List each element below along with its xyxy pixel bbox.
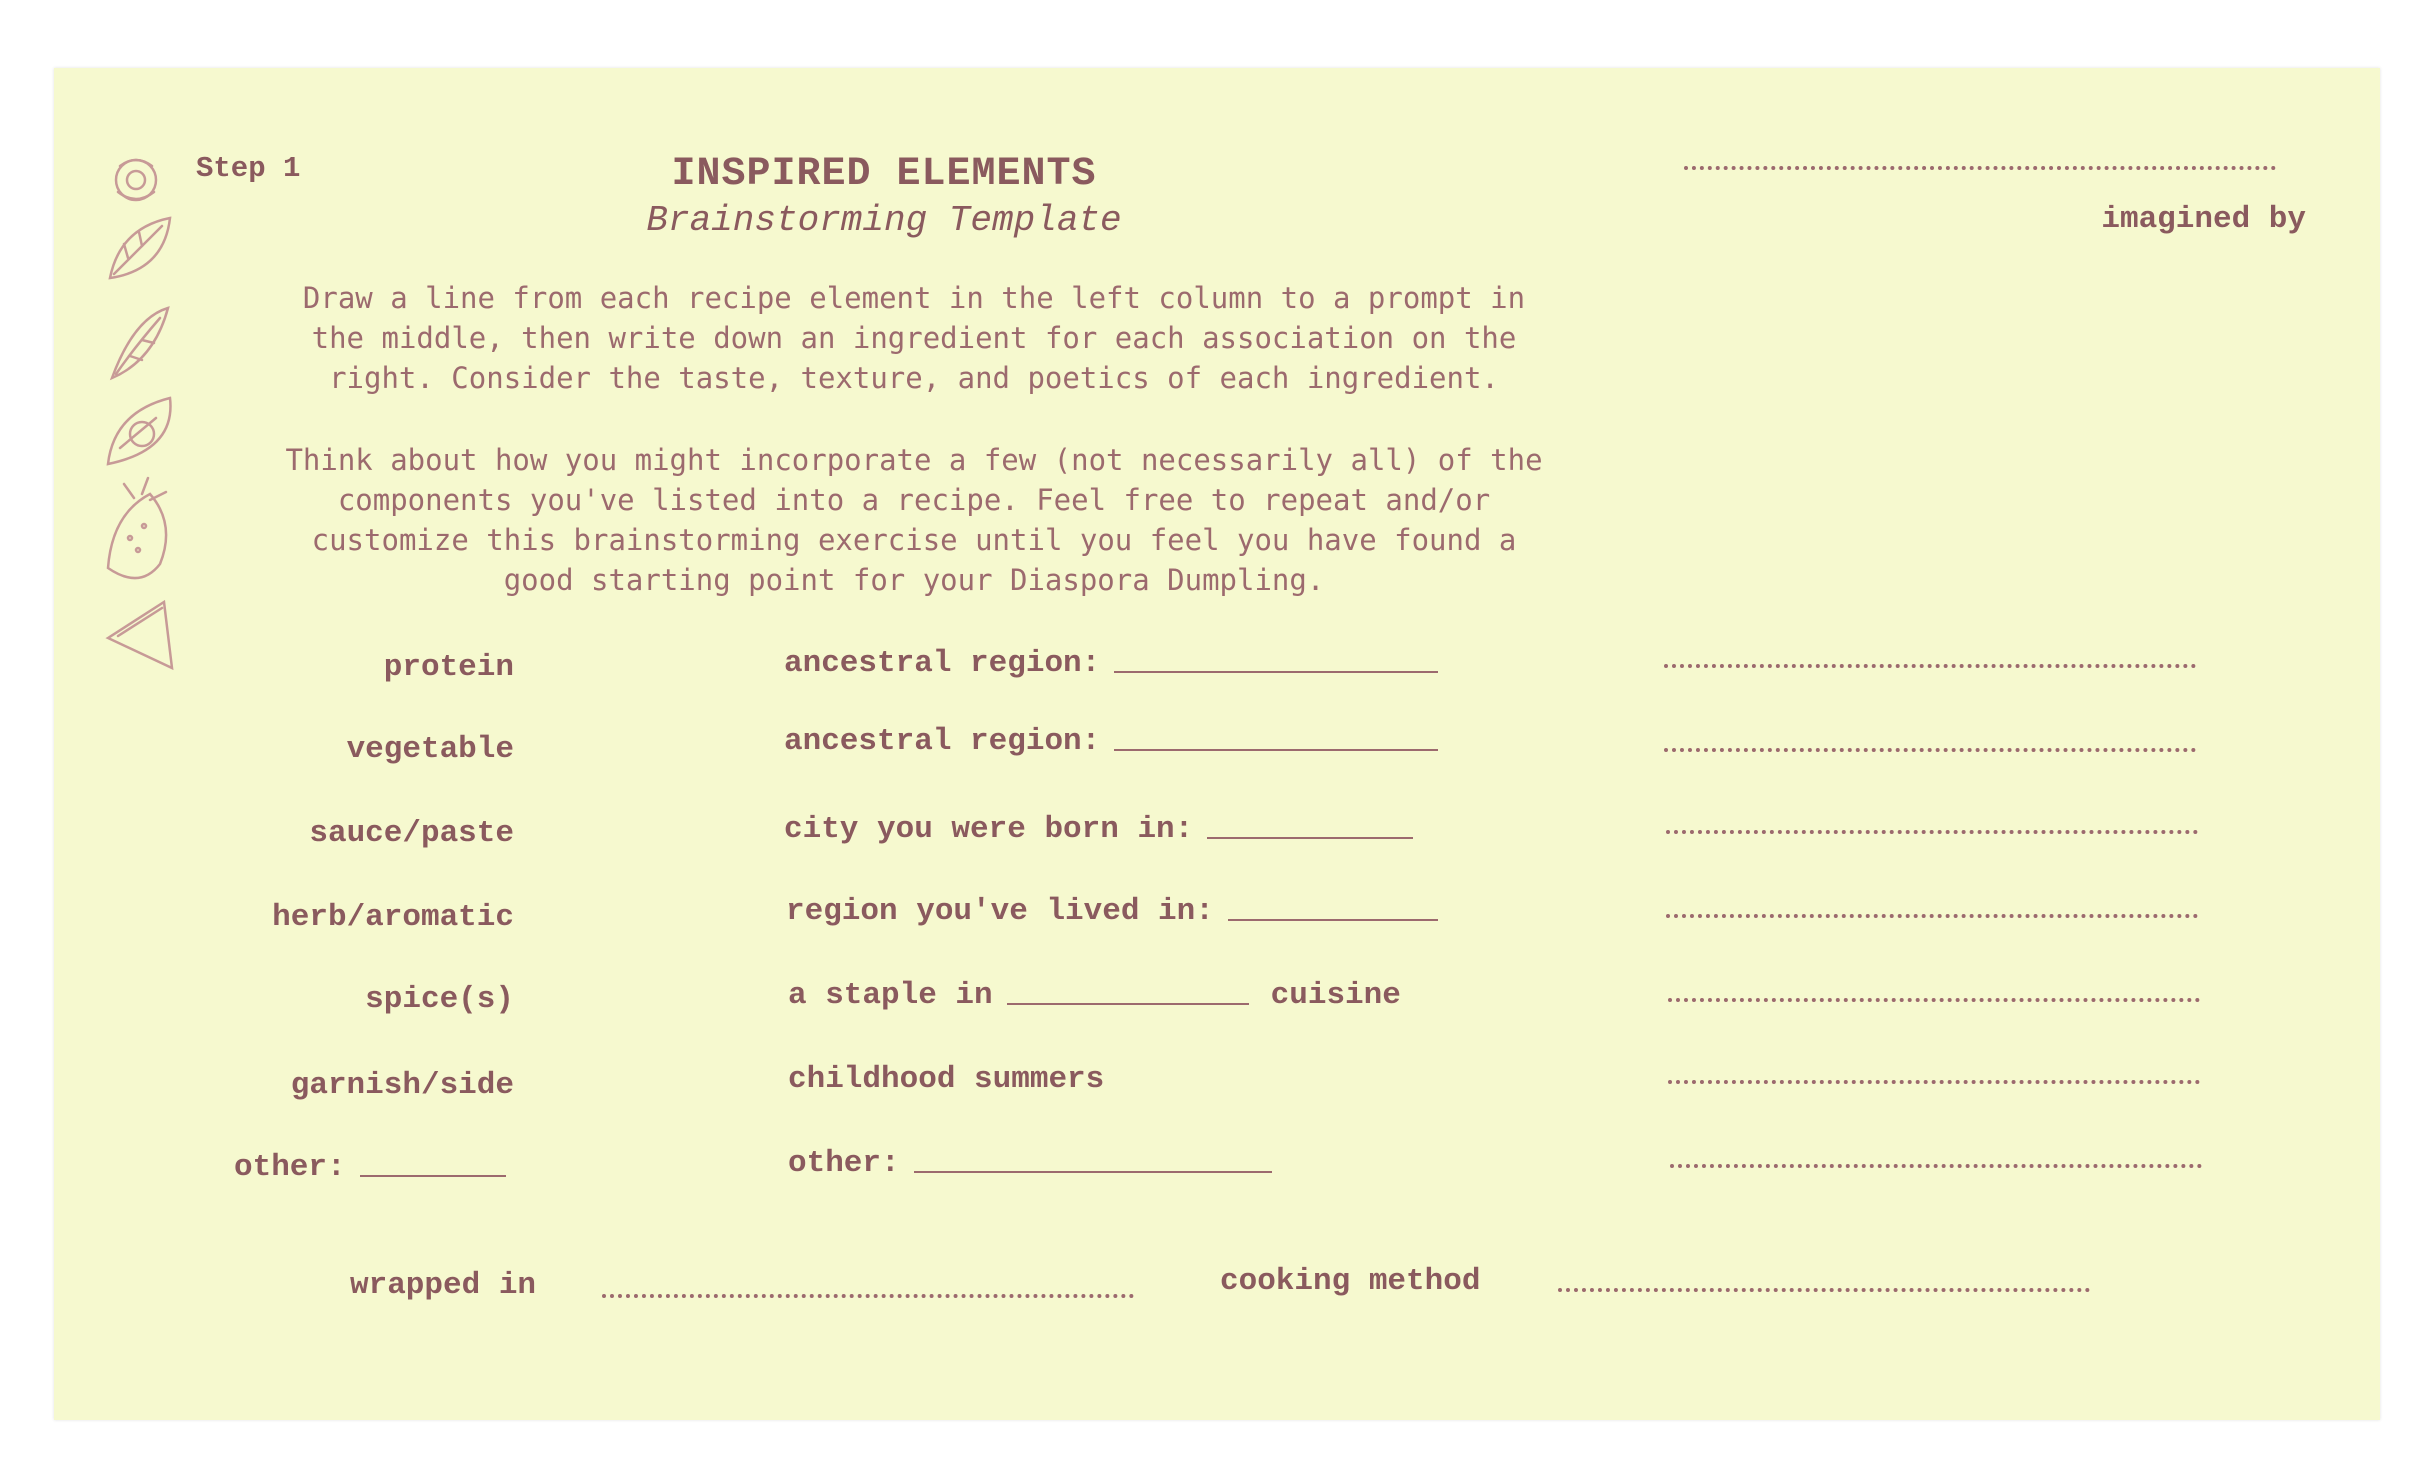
prompt-ancestral-region-1: [784, 646, 1438, 681]
wrapped-in-label: wrapped in: [350, 1268, 537, 1303]
prompt-blank[interactable]: [1207, 836, 1413, 839]
wrapped-in-line[interactable]: [602, 1294, 1134, 1298]
answer-line[interactable]: [1664, 748, 2196, 752]
imagined-by-label: imagined by: [2101, 202, 2306, 237]
prompt-label-suffix: cuisine: [1270, 978, 1401, 1013]
cooking-method-line[interactable]: [1558, 1288, 2090, 1292]
prompt-label: ancestral region:: [784, 724, 1101, 759]
page-title: INSPIRED ELEMENTS: [671, 152, 1097, 197]
prompt-city-born: [784, 812, 1413, 847]
element-garnish-side: garnish/side: [290, 1068, 514, 1103]
prompt-blank[interactable]: [1114, 748, 1438, 751]
prompt-label: region you've lived in:: [786, 894, 1214, 929]
brainstorming-card: [54, 68, 2380, 1420]
prompt-staple-cuisine: [788, 978, 1401, 1013]
strawberry-doodle-icon: [108, 478, 166, 578]
prompt-label: ancestral region:: [784, 646, 1101, 681]
shell-doodle-icon: [108, 398, 170, 464]
step-label: Step 1: [196, 152, 301, 185]
prompt-other: [788, 1146, 1272, 1181]
page-subtitle: Brainstorming Template: [646, 200, 1122, 241]
prompt-ancestral-region-2: [784, 724, 1438, 759]
element-sauce-paste: sauce/paste: [309, 816, 514, 851]
prompt-childhood-summers: [788, 1062, 1104, 1097]
prompt-blank[interactable]: [1007, 1002, 1249, 1005]
prompt-label: city you were born in:: [784, 812, 1194, 847]
element-vegetable: vegetable: [346, 732, 514, 767]
element-other-blank[interactable]: [360, 1174, 506, 1177]
cooking-method-label: cooking method: [1220, 1264, 1481, 1299]
prompt-label: other:: [788, 1146, 900, 1181]
prompt-blank[interactable]: [1114, 670, 1438, 673]
element-other: [234, 1150, 506, 1185]
answer-line[interactable]: [1664, 664, 2196, 668]
element-protein: protein: [383, 650, 514, 685]
element-spices: spice(s): [365, 982, 514, 1017]
element-other-label: other:: [234, 1150, 346, 1185]
answer-line[interactable]: [1668, 998, 2200, 1002]
instructions-paragraph-1: Draw a line from each recipe element in the left column to a prompt in the middle, then write down an ingredient for each association on the right. Consider the taste, texture, and poetics of each ingredient.: [302, 281, 1526, 395]
prompt-region-lived: [786, 894, 1438, 929]
prompt-blank[interactable]: [914, 1170, 1272, 1173]
herb-doodle-icon: [112, 308, 168, 378]
answer-line[interactable]: [1666, 830, 2198, 834]
prompt-label: a staple in: [788, 978, 993, 1013]
imagined-by-line[interactable]: [1684, 166, 2276, 170]
answer-line[interactable]: [1666, 914, 2198, 918]
prompt-blank[interactable]: [1228, 918, 1438, 921]
instructions-paragraph-2: Think about how you might incorporate a few (not necessarily all) of the components you've listed into a recipe. Feel free to repeat and/or customize this brainstorming exercise until you feel you have found a good starting point for your Diaspora Dumpling.: [285, 443, 1543, 597]
element-herb-aromatic: herb/aromatic: [272, 900, 514, 935]
answer-line[interactable]: [1668, 1080, 2200, 1084]
prompt-label: childhood summers: [788, 1062, 1105, 1097]
answer-line[interactable]: [1670, 1164, 2202, 1168]
